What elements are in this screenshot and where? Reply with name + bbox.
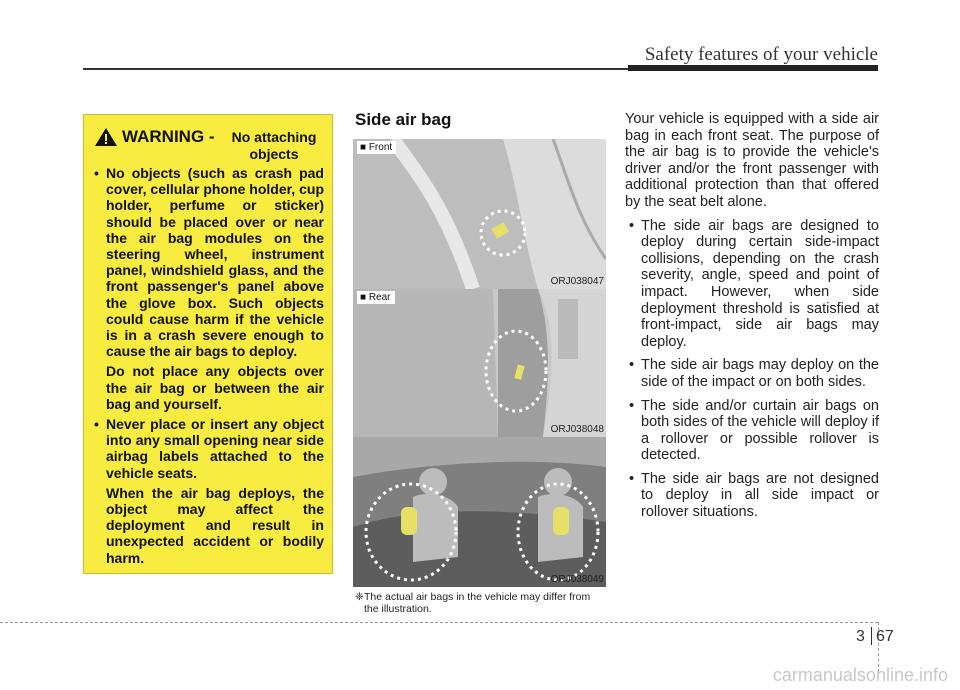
bullet: • xyxy=(94,165,99,181)
warning-list xyxy=(94,165,324,570)
note-symbol: ❈ xyxy=(355,591,364,603)
photo-cabin-airbags xyxy=(353,437,606,587)
footer-rule xyxy=(0,622,878,623)
bullet: • xyxy=(94,416,99,433)
photo-code: ORJ038048 xyxy=(550,424,604,435)
warning-box xyxy=(83,114,333,574)
list-item: • The side and/or curtain air bags on both sides of the vehicle will deploy if a rollover or possible rollover is detected. xyxy=(629,397,879,464)
photo-code: ORJ038047 xyxy=(550,276,604,287)
warning-item xyxy=(94,165,324,359)
illustration-note xyxy=(355,591,605,615)
section-heading: Side air bag xyxy=(355,110,452,129)
front-seat-illustration xyxy=(353,139,606,289)
warning-item-text: No objects (such as crash pad cover, cellular phone holder, cup holder, perfume or sticker) should be placed over or near the air bag modules on the steering wheel, instrument panel, windshield glass, and the front passenger's panel above the glove box. Such objects could cause harm if the vehicle is in a crash severe enough to cause the air bags to deploy. xyxy=(106,165,324,360)
watermark: carmanualsonline.info xyxy=(772,665,948,685)
page-number: 67 xyxy=(876,628,894,645)
list-item-text: The side air bags may deploy on the side of the impact or on both sides. xyxy=(641,357,879,390)
warning-subtitle: No attaching objects xyxy=(231,129,317,162)
warning-item-text: Never place or insert any object into any small opening near side airbag labels attached to the vehicle seats. xyxy=(106,416,324,481)
list-item: • The side air bags are designed to deploy during certain side-impact collisions, depending on the crash severity, angle, speed and point of impact. However, when side deployment threshold is satisfied at front-impact, side air bags may deploy. xyxy=(629,217,879,350)
body-bullet-list xyxy=(625,218,879,521)
note-text: The actual air bags in the vehicle may differ from the illustration. xyxy=(364,591,591,615)
list-item: • The side air bags may deploy on the side of the impact or on both sides. xyxy=(629,357,879,390)
rear-seat-illustration xyxy=(353,289,606,437)
warning-item-para: Do not place any objects over the air bag or between the air bag and yourself. xyxy=(106,363,324,412)
list-item-text: The side air bags are designed to deploy during certain side-impact collisions, depending on the crash severity, angle, speed and point of impact. However, when side deployment threshold is satisfied at front-impact, side air bags may deploy. xyxy=(641,217,879,350)
chapter-number: 3 xyxy=(856,628,865,645)
warning-item-para: When the air bag deploys, the object may affect the deployment and result in unexpected accident or bodily harm. xyxy=(106,484,324,566)
warning-triangle-icon xyxy=(94,127,118,147)
photo-label-front: ■ Front xyxy=(357,141,396,154)
photo-front-seat xyxy=(353,139,606,289)
list-item: • The side air bags are not designed to deploy in all side impact or rollover situations. xyxy=(629,470,879,521)
list-item-text: The side air bags are not designed to deploy in all side impact or rollover situations. xyxy=(641,470,879,521)
list-item-text: The side and/or curtain air bags on both sides of the vehicle will deploy if a rollover or possible rollover is detected. xyxy=(641,397,879,464)
photo-code: ORJ038049 xyxy=(550,574,604,585)
warning-item xyxy=(94,416,324,481)
cabin-airbag-illustration xyxy=(353,437,606,587)
page-section-title: Safety features of your vehicle xyxy=(644,44,878,65)
header-rule-accent xyxy=(628,65,878,71)
body-intro: Your vehicle is equipped with a side air bag in each front seat. The purpose of the air bag is to provide the vehicle's driver and/or the front passenger with additional protection than that offered by the seat belt alone. xyxy=(625,111,879,210)
warning-title: WARNING - xyxy=(122,127,215,146)
photo-label-rear: ■ Rear xyxy=(357,291,395,304)
body-column xyxy=(625,111,879,528)
photo-rear-seat xyxy=(353,289,606,437)
page-number-divider xyxy=(871,627,872,645)
